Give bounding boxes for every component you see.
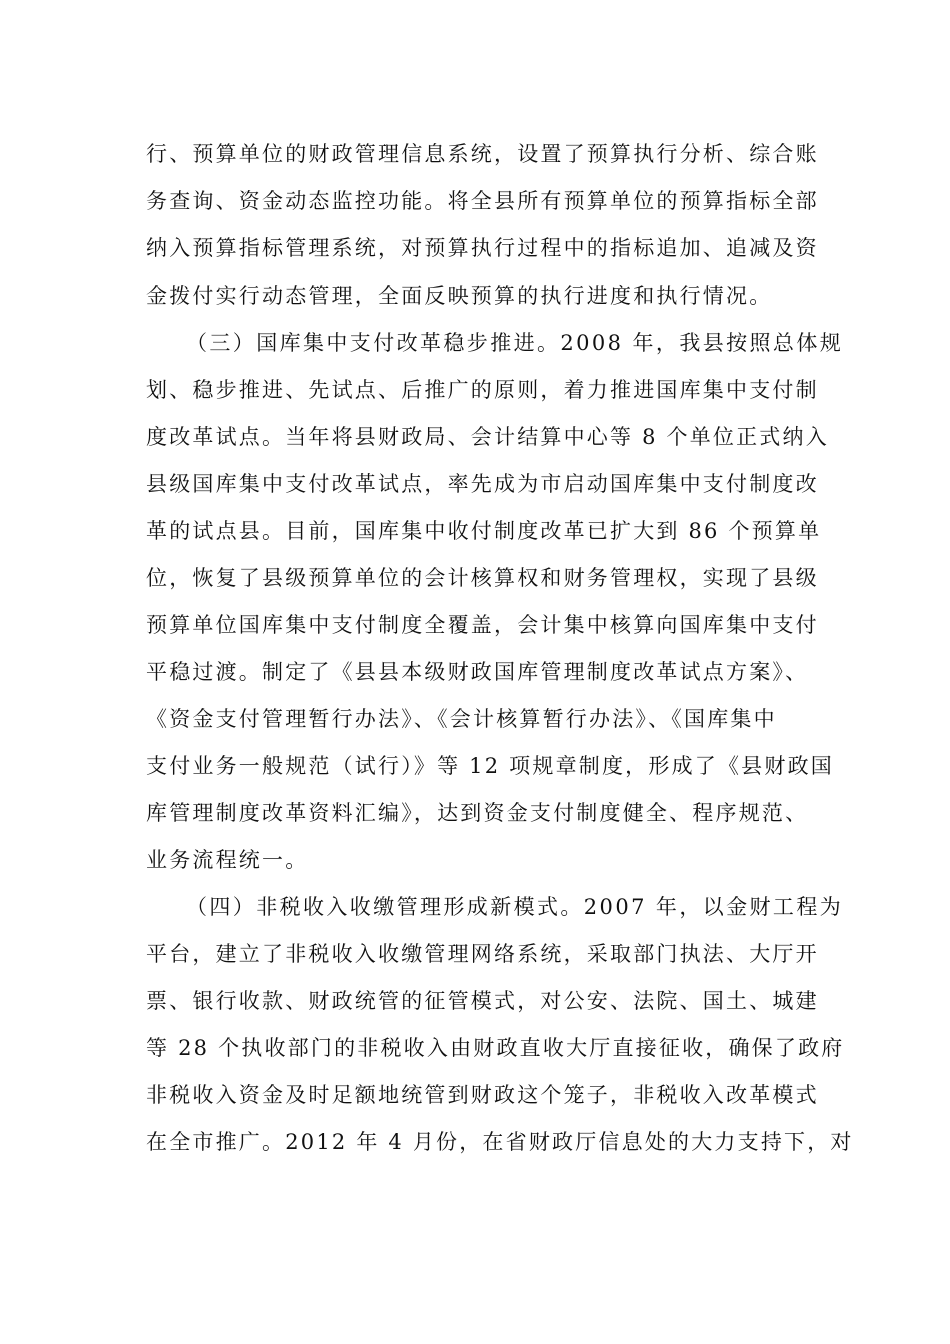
text-line: 预算单位国库集中支付制度全覆盖，会计集中核算向国库集中支付 — [146, 613, 819, 637]
text-line: 等 28 个执收部门的非税收入由财政直收大厅直接征收，确保了政府 — [146, 1036, 845, 1060]
text-line: 在全市推广。2012 年 4 月份，在省财政厅信息处的大力支持下，对 — [146, 1130, 854, 1154]
paragraph-start-line: （四）非税收入收缴管理形成新模式。2007 年，以金财工程为 — [186, 895, 844, 919]
text-line: 位，恢复了县级预算单位的会计核算权和财务管理权，实现了县级 — [146, 566, 819, 590]
text-line: 度改革试点。当年将县财政局、会计结算中心等 8 个单位正式纳入 — [146, 425, 829, 449]
paragraph-start-line: （三）国库集中支付改革稳步推进。2008 年，我县按照总体规 — [186, 331, 844, 355]
text-line: 划、稳步推进、先试点、后推广的原则，着力推进国库集中支付制 — [146, 378, 819, 402]
text-line: 纳入预算指标管理系统，对预算执行过程中的指标追加、追减及资 — [146, 236, 819, 260]
text-line: 非税收入资金及时足额地统管到财政这个笼子，非税收入改革模式 — [146, 1083, 819, 1107]
text-line: 《资金支付管理暂行办法》、《会计核算暂行办法》、《国库集中 — [146, 707, 777, 731]
text-line: 金拨付实行动态管理，全面反映预算的执行进度和执行情况。 — [146, 284, 773, 308]
text-line: 票、银行收款、财政统管的征管模式，对公安、法院、国土、城建 — [146, 989, 819, 1013]
text-line: 支付业务一般规范（试行）》等 12 项规章制度，形成了《县财政国 — [146, 754, 834, 778]
text-line: 库管理制度改革资料汇编》，达到资金支付制度健全、程序规范、 — [146, 801, 809, 825]
text-line: 革的试点县。目前，国库集中收付制度改革已扩大到 86 个预算单 — [146, 519, 822, 543]
text-line: 平稳过渡。制定了《县县本级财政国库管理制度改革试点方案》、 — [146, 660, 809, 684]
text-line: 业务流程统一。 — [146, 848, 309, 872]
text-line: 行、预算单位的财政管理信息系统，设置了预算执行分析、综合账 — [146, 142, 819, 166]
text-line: 县级国库集中支付改革试点，率先成为市启动国库集中支付制度改 — [146, 472, 819, 496]
text-line: 平台，建立了非税收入收缴管理网络系统，采取部门执法、大厅开 — [146, 942, 819, 966]
text-line: 务查询、资金动态监控功能。将全县所有预算单位的预算指标全部 — [146, 189, 819, 213]
